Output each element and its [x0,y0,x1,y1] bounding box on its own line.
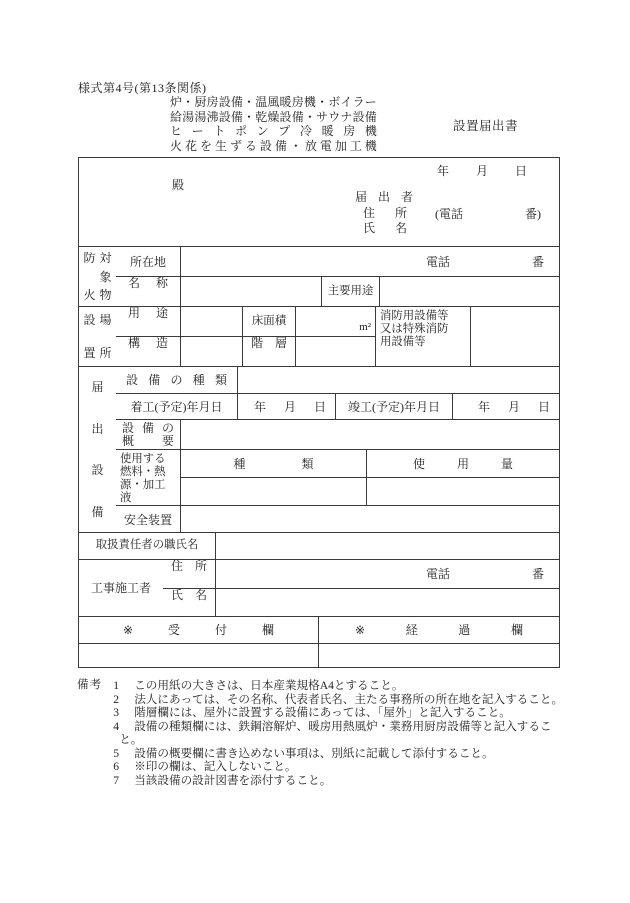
site-section [79,306,559,366]
completion-date-label: 竣工(予定)年月日 [335,394,452,419]
remark-item: 5 設備の概要欄に書き込めない事項は、別紙に記載して添付すること。 [113,746,494,760]
floor-area-value-cell [295,307,375,336]
main-use-label: 主要用途 [321,277,379,306]
fuel-usage-value-cell [366,478,559,505]
day-label: 日 [537,399,550,414]
square-meter-unit: m² [359,321,371,333]
contractor-name-label: 氏 名 [171,587,207,602]
location-label: 所在地 [129,254,166,269]
phone-paren-close: 番) [525,207,541,221]
contractor-address-value-cell [215,560,559,588]
floor-area-label: 床面積 [242,307,295,336]
site-label-col1: 設 置 [83,313,96,360]
month-label: 月 [283,399,296,414]
addressee-suffix: 殿 [172,178,185,192]
property-label-col1: 防 火 [83,251,96,302]
notifier-name-label: 氏 名 [363,221,407,235]
property-section-label [79,247,116,306]
site-section-label [79,307,116,366]
equipment-type-line: 火 花 を 生 ず る 設 備 ・ 放 電 加 工 機 [170,138,377,153]
equipment-type-list [170,96,377,154]
handler-label: 取扱責任者の職氏名 [95,539,199,552]
phone-paren-open: (電話 [435,207,463,221]
completion-date-value-cell [452,394,559,419]
use-label: 用 途 [128,306,168,320]
equipment-section-label: 届 出 設 備 [91,380,104,519]
year-label: 年 [436,164,449,178]
remark-item: 4 設備の種類欄には、鉄鋼溶解炉、暖房用熱風炉・業務用厨房設備等と記入するこ [113,719,552,733]
equipment-type-value-cell [237,367,559,393]
notifier-address-label: 住 所 [363,205,407,220]
contractor-address-label: 住 所 [171,559,207,573]
contractor-section [79,559,559,616]
remark-item: 2 法人にあっては、その名称、代表者氏名、主たる事務所の所在地を記入すること。 [113,692,564,706]
day-label: 日 [313,399,326,414]
site-label-col2: 場 所 [99,313,112,360]
phone-number-label: 番 [531,566,544,581]
month-label: 月 [507,399,520,414]
property-label-col2: 対 象 物 [99,251,112,302]
safety-device-label: 安全装置 [123,512,172,527]
fuel-type-value-cell [181,478,366,505]
year-label: 年 [253,399,266,414]
fire-equipment-value-cell [470,307,559,366]
equipment-type-line: 給 湯 湯 沸 設 備 ・ 乾 燥 設 備 ・ サ ウ ナ 設 備 [170,109,377,124]
reception-column-label: ※ 受 付 欄 [123,623,274,637]
remark-item: 7 当該設備の設計図書を添付すること。 [113,773,332,787]
structure-value-cell [180,337,242,366]
remark-item: 3 階層欄には、屋外に設置する設備にあっては、「屋外」と記入すること。 [113,706,511,719]
contractor-label: 工事施工者 [90,581,151,595]
start-date-label: 着工(予定)年月日 [130,399,223,414]
fuel-type-header: 種 類 [233,456,314,471]
progress-column-label: ※ 経 過 欄 [318,617,559,643]
floor-level-label: 階 層 [242,337,295,366]
phone-label: 電話 [425,254,450,269]
notifier-block [355,191,413,238]
notifier-label: 届 出 者 [355,190,413,204]
remark-item-continuation: と。 [119,733,143,746]
remarks-items [113,679,563,787]
use-value-cell [180,307,242,336]
phone-number-label: 番 [531,254,544,269]
property-name-label: 名 称 [128,276,168,290]
equipment-outline-label: 設 備 の 概 要 [122,420,174,449]
notifier-phone-note [435,208,541,220]
remarks-block [77,679,563,787]
remark-item: 6 ※印の欄は、記入しないこと。 [113,760,297,773]
header-section [79,158,559,246]
safety-device-value-cell [180,506,559,533]
contractor-name-value-cell [215,589,559,617]
start-date-value-cell [237,394,335,419]
year-label: 年 [477,399,490,414]
equipment-type-line: 炉 ・ 厨 房 設 備 ・ 温 風 暖 房 機 ・ ボ イ ラ ー [170,95,377,109]
floor-level-value-cell [295,337,375,366]
submission-date [437,165,559,177]
fire-equipment-label: 消防用設備等 又は特殊消防 用設備等 [375,307,470,366]
structure-label: 構 造 [128,336,168,350]
main-use-value-cell [379,277,559,306]
equipment-outline-value-cell [180,420,559,449]
handler-value-cell [215,533,559,559]
fuel-usage-header: 使 用 量 [366,450,559,477]
stamp-section [79,616,559,667]
equipment-section [79,366,559,532]
remark-item: 1 この用紙の大きさは、日本産業規格A4とすること。 [113,679,404,692]
remarks-label: 備考 [77,678,103,691]
progress-value-cell [318,644,559,667]
equipment-type-label: 設 備 の 種 類 [126,373,227,387]
reception-value-cell [79,644,318,667]
property-section [79,246,559,306]
handler-section [79,532,559,559]
equipment-type-line: ヒ ー ト ポ ン プ 冷 暖 房 機 [170,124,377,138]
location-value-cell [180,247,559,276]
day-label: 日 [514,164,527,178]
property-name-value-cell [180,277,321,306]
document-title: 設置届出書 [453,119,519,133]
fuel-label: 使用する 燃料・熱 源・加工 液 [120,453,166,504]
phone-label: 電話 [425,566,450,581]
month-label: 月 [475,164,488,178]
form-number: 様式第4号(第13条関係) [78,81,207,95]
form-table [78,157,560,668]
